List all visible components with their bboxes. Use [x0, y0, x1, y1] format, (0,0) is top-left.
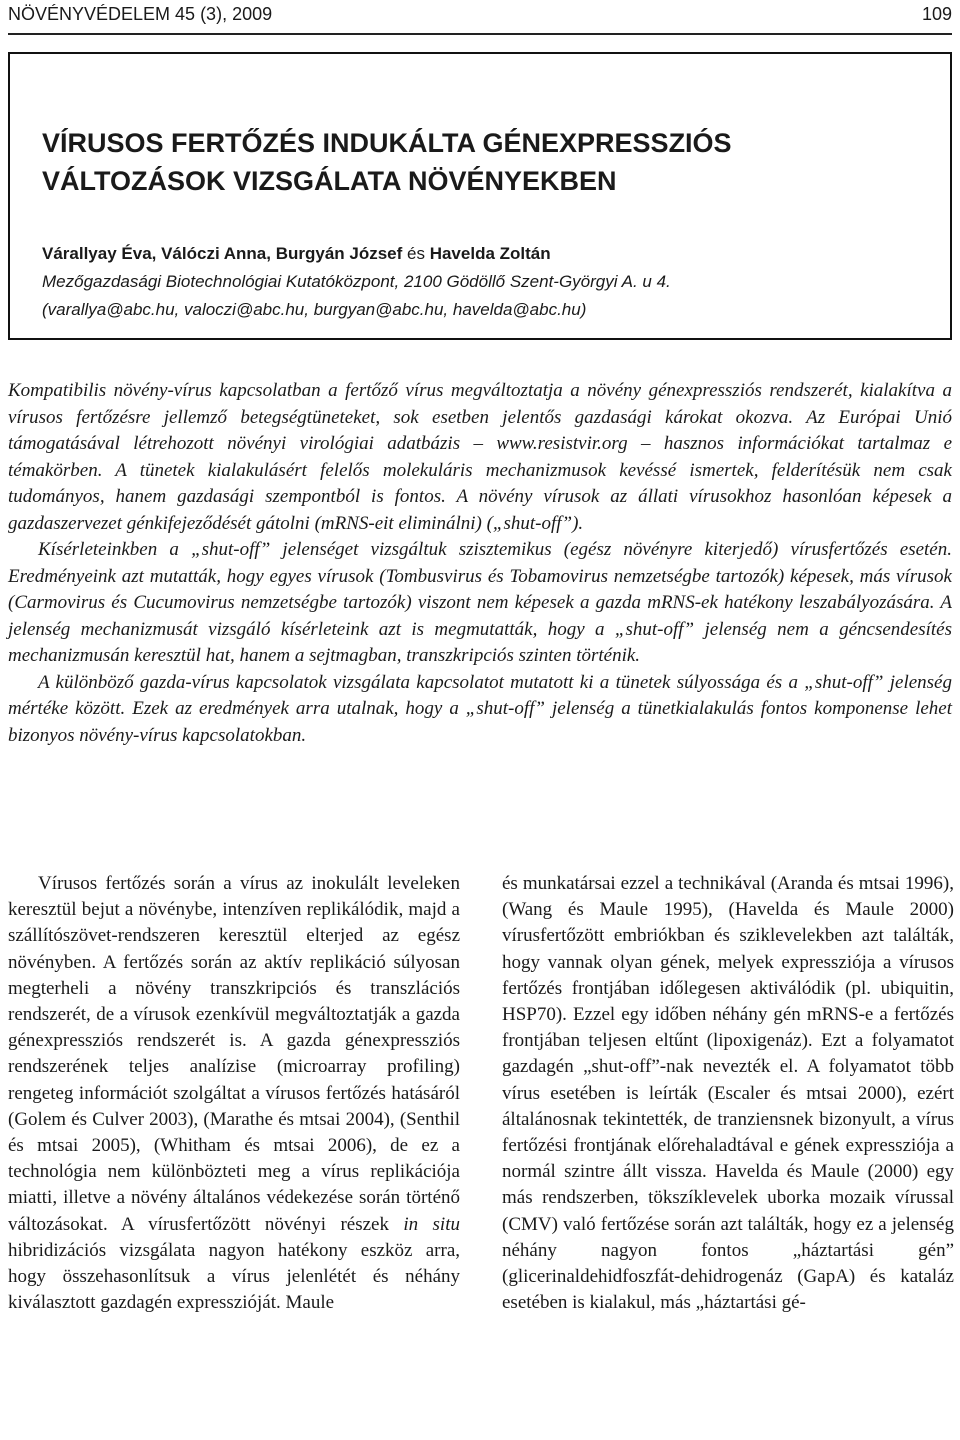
affiliation: Mezőgazdasági Biotechnológiai Kutatóközpont, 2100 Gödöllő Szent-Györgyi A. u 4.	[42, 272, 671, 291]
authors-conjunction: és	[402, 244, 430, 263]
abstract-paragraph-1: Kompatibilis növény-vírus kapcsolatban a fertőző vírus megváltoztatja a növény génexpressziós rendszerét, kialakítva a vírusos fertőzésre jellemző betegségtüneteket, sok esetben jelentős gazdasági károkat okozva. Az Európai Unió támogatásával létrehozott növényi virológiai adatbázis – www.resistvir.org – hasznos információkat tartalmaz e témakörben. A tünetek kialakulásért felelős molekuláris mechanizmusok kevéssé ismertek, felderítésük nem csak tudományos, hanem gazdasági szempontból is fontos. A növény vírusok az állati vírusokhoz hasonlóan képesek a gazdaszervezet génkifejeződését gátolni (mRNS-eit eliminálni) („shut-off”).	[8, 380, 952, 534]
abstract-paragraph-2: Kísérleteinkben a „shut-off” jelenséget vizsgáltuk szisztemikus (egész növényre kiterjedő) vírusfertőzés esetén. Eredményeink azt mutatták, hogy egyes vírusok (Tombusvirus és Tobamovirus nemzetségbe tartozók) képesek, más vírusok (Carmovirus és Cucumovirus nemzetségbe tartozók) viszont nem képesek a gazda mRNS-ek hatékony leszabályozására. A jelenség mechanizmusát vizsgáló kísérleteink azt is megmutatták, hogy a „shut-off” jelenség nem a géncsendesítés mechanizmusán keresztül hat, hanem a sejtmagban, transzkripciós szinten történik.	[8, 539, 952, 666]
journal-citation: NÖVÉNYVÉDELEM 45 (3), 2009	[8, 4, 273, 24]
title-line-1: VÍRUSOS FERTŐZÉS INDUKÁLTA GÉNEXPRESSZIÓS	[42, 128, 732, 158]
article-title	[42, 124, 922, 200]
body-paragraph: és munkatársai ezzel a technikával (Aranda és mtsai 1996), (Wang és Maule 1995), (Havelda és Maule 2000) vírusfertőzött embriókban és sziklevelekben azt találták, hogy vannak olyan gének, melyek expressziója a vírusos fertőzés frontjában időlegesen aktiválódik (pl. ubiquitin, HSP70). Ezzel egy időben néhány gén mRNS-e a fertőzés frontjában teljesen eltűnt (lipoxigenáz). Ezt a folyamatot gazdagén „shut-off”-nak nevezték el. A folyamatot több vírus esetében is leírták (Escaler és mtsai 2000), ezért általánosnak tekintették, de tranziensnek bizonyult, a vírus fertőzési frontjának előrehaladtával e gének expressziója a normál szintre állt vissza. Havelda és Maule (2000) egy más rendszerben, tökszíklevelek uborka mozaik vírussal (CMV) való fertőzése során azt találták, hogy ez a jelenség néhány nagyon fontos „háztartási gén” (glicerinaldehidfoszfát-dehidrogenáz (GapA) és kataláz esetében is kialakul, más „háztartási gé-	[502, 873, 954, 1314]
title-line-2: VÁLTOZÁSOK VIZSGÁLATA NÖVÉNYEKBEN	[42, 166, 617, 196]
abstract-paragraph-3: A különböző gazda-vírus kapcsolatok vizsgálata kapcsolatot mutatott ki a tünetek súlyossága és a „shut-off” jelenség mértéke között. Ezek az eredmények arra utalnak, hogy a „shut-off” jelenség a tünetkialakulás fontos komponense lehet bizonyos növény-vírus kapcsolatokban.	[8, 671, 952, 746]
author-emails: (varallya@abc.hu, valoczi@abc.hu, burgyan@abc.hu, havelda@abc.hu)	[42, 300, 587, 319]
body-paragraph	[8, 871, 460, 1316]
author-names	[42, 240, 932, 268]
in-situ-term: in situ	[403, 1213, 460, 1235]
authors-last: Havelda Zoltán	[429, 244, 551, 263]
abstract	[8, 378, 952, 749]
body-column-right	[502, 871, 954, 1316]
body-column-left	[8, 871, 460, 1316]
body-left-text-end: hibridizációs vizsgálata nagyon hatékony eszköz arra, hogy összehasonlítsuk a vírus jelenlétét és néhány kiválasztott gazdagén expresszióját. Maule	[8, 1239, 460, 1314]
authors-first: Várallyay Éva, Válóczi Anna, Burgyán József	[42, 244, 403, 263]
header-rule	[8, 33, 952, 35]
body-left-text: Vírusos fertőzés során a vírus az inokulált leveleken keresztül bejut a növénybe, intenzíven replikálódik, majd a szállítószövet-rendszeren keresztül elterjed az egész növényben. A fertőzés során az aktív replikáció súlyosan megterheli a növény transzkripciós és transzlációs rendszerét, de a vírusok ezenkívül megváltoztatják a gazda génexpressziós rendszerét is. A gazda génexpressziós rendszerének teljes analízise (microarray profiling) rengeteg információt szolgáltat a vírusos fertőzés hatásáról (Golem és Culver 2003), (Marathe és mtsai 2004), (Senthil és mtsai 2005), (Whitham és mtsai 2006), de ez a technológia nem különbözteti meg a vírus replikációja miatti, illetve a növény általános védekezése során történő változásokat. A vírusfertőzött növényi részek	[8, 873, 460, 1235]
author-block	[42, 240, 932, 324]
running-header	[8, 4, 952, 26]
page-number: 109	[921, 4, 952, 24]
